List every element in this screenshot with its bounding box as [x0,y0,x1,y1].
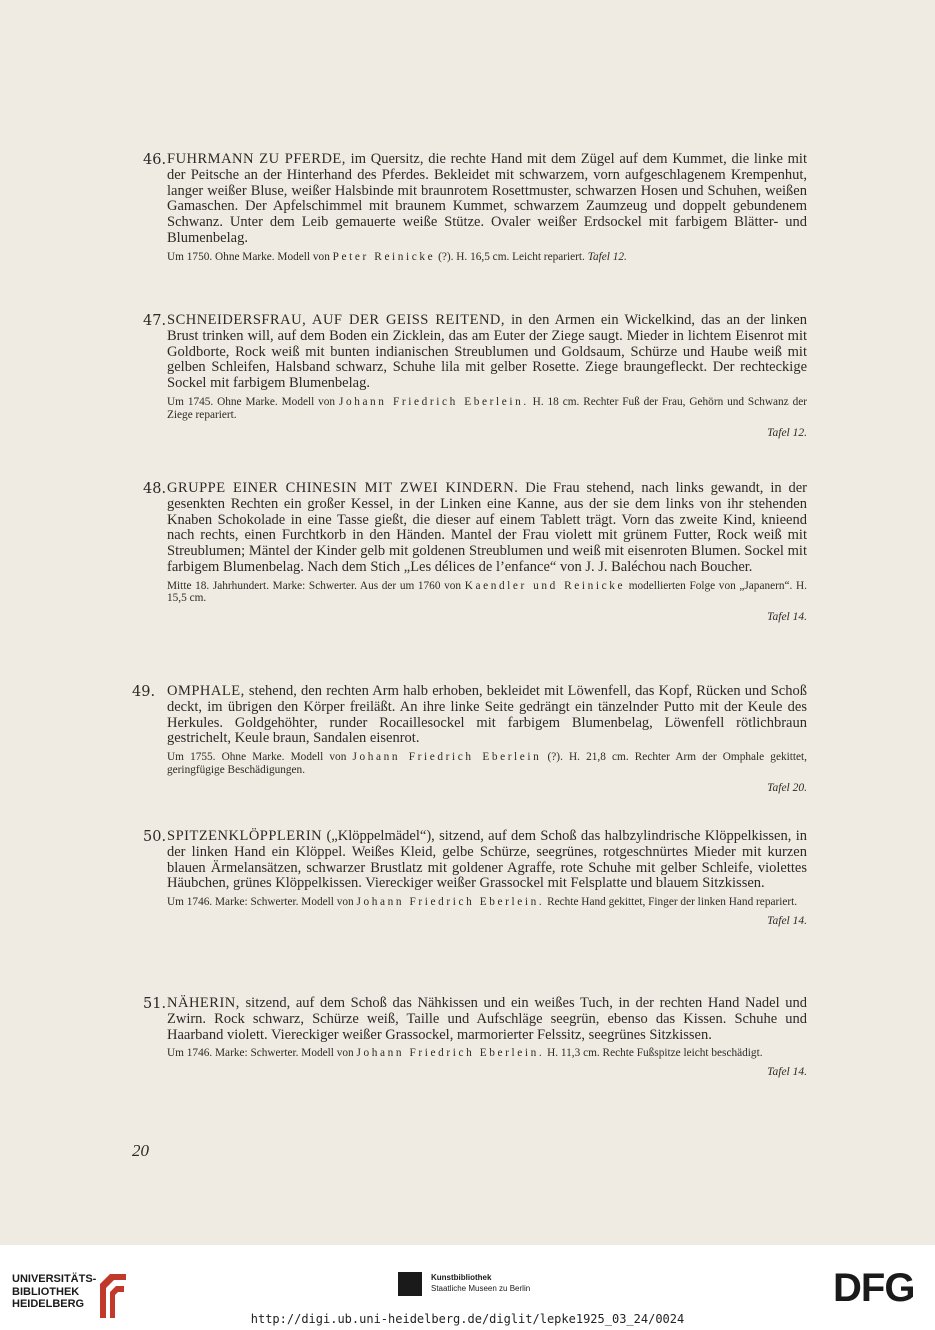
entry-title: OMPHALE, [167,683,245,699]
modeller-name: Johann Friedrich Eberlein [352,751,542,764]
entry-number: 47. [143,313,167,329]
catalog-entry-48 [143,481,807,623]
entry-description [167,996,807,1043]
catalog-entry-51 [143,996,807,1078]
entry-text: sitzend, auf dem Schoß das Nähkissen und ein weißes Tuch, in der rechten Hand Nadel und Zwirn. Rock schwarz, Schürze weiß, Taille und Aufschläge seegrün, ebenso das Kissen. Schuhe und Haarband violett. Viereckiger weißer Grassockel, marmorierter Felssitz, seegrünes Sitzkissen. [167,995,807,1043]
entry-number: 48. [143,481,167,497]
note-text: Mitte 18. Jahrhundert. Marke: Schwerter. Aus der um 1760 von [167,579,465,592]
entry-note [167,1047,807,1060]
permalink-url[interactable]: http://digi.ub.uni-heidelberg.de/diglit/lepke1925_03_24/0024 [250,1312,685,1326]
catalog-entry-47 [143,313,807,439]
note-text: Um 1750. Ohne Marke. Modell von [167,250,333,263]
entry-number: 50. [143,829,167,845]
entry-description [167,684,807,747]
plate-reference: Tafel 12. [587,250,627,263]
note-text: H. 18 cm. Rechter Fuß der Frau, Gehörn und Schwanz der Ziege repariert. [167,395,807,421]
plate-reference: Tafel 12. [767,427,807,440]
entry-note [167,896,807,909]
ub-logo-line: BIBLIOTHEK [12,1285,80,1298]
entry-text: in den Armen ein Wickelkind, das an der linken Brust trinken will, auf dem Boden ein Zicklein, das am Euter der Ziege saugt. Mieder in lichtem Eisenrot mit Goldborte, Rock weiß mit bunten indianischen Streublumen und Goldsaum, Schürze und Haube weiß mit gelben Schleifen, Halsband schwarz, Schuhe lila mit gelber Rosette. Ziege braungefleckt. Der rechteckige Sockel mit farbigem Blumenbelag. [167,312,807,392]
note-text: Um 1746. Marke: Schwerter. Modell von [167,896,357,909]
modeller-name: Johann Friedrich Eberlein. [356,896,545,909]
catalog-entry-49 [132,683,808,795]
catalog-entry-46 [143,152,807,263]
note-text: Um 1745. Ohne Marke. Modell von [167,395,339,408]
entry-description [167,152,807,247]
note-text: Rechte Hand gekittet, Finger der linken Hand repariert. [544,896,798,909]
plate-reference: Tafel 20. [767,782,807,795]
entry-description [167,481,807,576]
note-text: (?). H. 21,8 cm. Rechter Arm der Omphale gekittet, geringfügige Beschädigungen. [167,751,808,776]
modeller-name: Johann Friedrich Eberlein. [356,1047,545,1060]
ub-logo-line: HEIDELBERG [12,1298,85,1310]
plate-reference: Tafel 14. [767,1065,807,1078]
entry-text: Die Frau stehend, nach links gewandt, in der gesenkten Rechten ein großer Kessel, in der Linken eine Kanne, aus der sie dem links von ihr stehenden Knaben Schokolade in eine Tasse gießt, die dieser auf einem Tablett trägt. Vorn das zweite Kind, knieend nach rechts, einen Furchtkorb in den Händen. Mantel der Frau violett mit grünem Futter, Rock weiß mit Streublumen; Mäntel der Kinder gelb mit goldenen Streublumen und weiß mit eisenroten Blumen. Sockel mit farbigem Blumenbelag. Nach dem Stich „Les délices de l’enfance“ von J. J. Baléchou nach Boucher. [167,480,807,575]
entry-text: im Quersitz, die rechte Hand mit dem Zügel auf dem Kummet, die linke mit der Peitsche an der Hinterhand des Pferdes. Bekleidet mit schwarzem, vorn aufgeschlagenem Krempenhut, langer weißer Bluse, weißer Halsbinde mit braunrotem Rosettmuster, schwarzen Hosen und Schuhen, weißen Gamaschen. Der Apfelschimmel mit braunem Kummet, schwarzem Zaumzeug und doppelt gebundenem Schwanz. Unter dem Leib gemauerte weiße Stütze. Ovaler weißer Erdsockel mit farbigem Blätter- und Blumenbelag. [167,151,807,246]
entry-description [167,829,807,892]
entry-text: stehend, den rechten Arm halb erhoben, bekleidet mit Löwenfell, das Kopf, Rücken und Schoß deckt, im übrigen den Körper freiläßt. An ihre linke Seite gedrängt ein tänzelnder Putto mit der Keule des Herkules. Goldgehöhter, runder Rocaillesockel mit farbigem Blumenbelag, Löwenfell rötlichbraun gestrichelt, Keule braun, Sandalen eisenrot. [167,683,807,747]
entry-title: SCHNEIDERSFRAU, AUF DER GEISS REITEND, [167,312,506,328]
note-text: modellierten Folge von „Japanern“. H. 15,5 cm. [167,579,808,605]
entry-note [167,580,807,605]
catalog-entry-50 [143,829,807,927]
entry-number: 49. [132,684,156,700]
kb-logo-title: Kunstbibliothek [431,1273,492,1282]
entry-title: NÄHERIN, [167,995,240,1011]
entry-title: SPITZENKLÖPPLERIN [167,828,323,844]
modeller-name: Kaendler und Reinicke [464,579,626,592]
dfg-logo[interactable]: DFG [833,1266,915,1310]
kunstbibliothek-icon [398,1272,422,1296]
entry-note [167,751,807,776]
plate-reference: Tafel 14. [767,914,807,927]
ub-logo-line: UNIVERSITÄTS- [12,1273,97,1285]
entry-title: GRUPPE EINER CHINESIN MIT ZWEI KINDERN. [167,480,519,496]
page-number: 20 [132,1141,149,1160]
entry-note [167,396,807,421]
modeller-name: Johann Friedrich Eberlein. [338,395,529,408]
note-text: (?). H. 16,5 cm. Leicht repariert. [435,250,585,263]
modeller-name: Peter Reinicke [332,250,436,263]
kb-logo-subtitle: Staatliche Museen zu Berlin [431,1284,531,1293]
note-text: H. 11,3 cm. Rechte Fußspitze leicht beschädigt. [544,1047,763,1060]
entry-number: 46. [143,152,167,168]
entry-title: FUHRMANN ZU PFERDE, [167,151,346,167]
note-text: Um 1755. Ohne Marke. Modell von [167,751,353,764]
ub-heidelberg-logo[interactable] [12,1273,96,1311]
entry-number: 51. [143,996,167,1012]
entry-note [167,251,807,264]
entry-description [167,313,807,392]
plate-reference: Tafel 14. [767,610,807,623]
entry-text: („Klöppelmädel“), sitzend, auf dem Schoß das halbzylindrische Klöppelkissen, in der linken Hand ein Klöppel. Weißes Kleid, gelbe Schürze, seegrünes, rotgeschnürtes Mieder mit kurzen blauen Ärmelansätzen, schwarzer Brustlatz mit goldener Agraffe, rote Schuhe mit gelber Schleife, violettes Häubchen, grünes Klöppelkissen. Viereckiger weißer Grassockel mit Felsplatte und blauem Sitzkissen. [167,828,807,892]
kunstbibliothek-logo[interactable] [398,1272,530,1294]
note-text: Um 1746. Marke: Schwerter. Modell von [167,1047,357,1060]
